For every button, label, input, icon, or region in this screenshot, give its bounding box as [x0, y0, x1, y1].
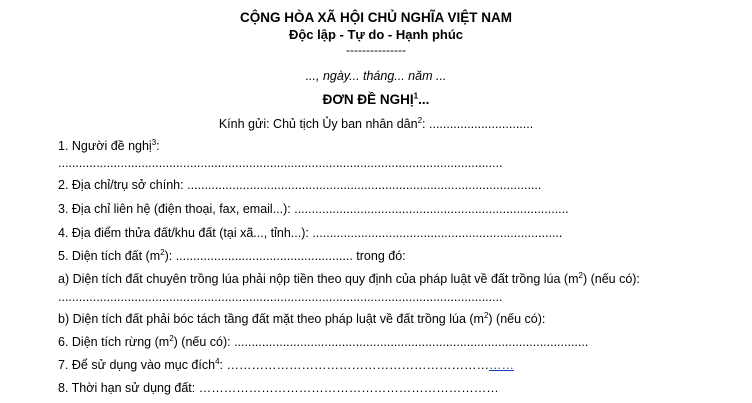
field-fill-link[interactable]: …… — [488, 358, 514, 372]
footnote-ref: 3 — [151, 137, 157, 147]
field-label: 4. Địa điểm thửa đất/khu đất (tại xã..., tỉnh...): — [58, 226, 313, 240]
field-suffix: ) (nếu có): — [488, 312, 546, 326]
field-usage-purpose — [58, 358, 514, 372]
field-fill[interactable]: ……………………………………………………………… — [198, 381, 499, 395]
unit-superscript: 2 — [483, 310, 489, 320]
field-label: 6. Diện tích rừng (m — [58, 335, 170, 349]
field-label: a) Diện tích đất chuyên trồng lúa phải nộp tiền theo quy định của pháp luật về đất trồng lúa (m — [58, 272, 579, 286]
field-label: 7. Để sử dụng vào mục đích — [58, 358, 216, 372]
field-suffix: ) (nếu có): — [173, 335, 235, 349]
field-fill[interactable]: ...................................................................................................... — [187, 178, 542, 192]
field-topsoil-area — [58, 312, 545, 326]
field-suffix: ) (nếu có): — [582, 272, 640, 286]
field-suffix: : — [219, 358, 227, 372]
field-main-address — [58, 178, 541, 192]
field-forest-area — [58, 335, 588, 349]
field-label: 8. Thời hạn sử dụng đất: — [58, 381, 199, 395]
field-usage-duration — [58, 381, 499, 395]
field-fill[interactable]: ................................................... — [175, 249, 353, 263]
unit-superscript: 2 — [160, 247, 165, 257]
form-title — [0, 92, 752, 107]
addressee-line — [0, 117, 752, 131]
unit-superscript: 2 — [169, 333, 174, 343]
field-suffix: ): — [164, 249, 176, 263]
form-title-footnote: 1 — [413, 91, 419, 101]
field-label: 5. Diện tích đất (m — [58, 249, 161, 263]
field-label: 3. Địa chỉ liên hệ (điện thoại, fax, email...): — [58, 202, 295, 216]
field-fill[interactable]: ……………………………………………………… — [226, 358, 489, 372]
field-fill[interactable]: ........................................................................ — [312, 226, 563, 240]
form-title-text: ĐƠN ĐỀ NGHỊ — [322, 92, 414, 107]
footnote-ref: 4 — [215, 356, 220, 366]
field-applicant — [58, 139, 160, 153]
field-suffix: : — [156, 139, 160, 153]
header-separator: --------------- — [346, 43, 406, 57]
addressee-suffix: : .............................. — [422, 117, 534, 131]
motto: Độc lập - Tự do - Hạnh phúc — [288, 27, 464, 42]
field-label: 1. Người đề nghị — [58, 139, 152, 153]
addressee-prefix: Kính gửi: Chủ tịch Ủy ban nhân dân — [218, 117, 418, 131]
addressee-footnote: 2 — [417, 115, 423, 125]
field-rice-land-fill[interactable]: ................................................................................................................................ — [58, 290, 503, 304]
field-fill[interactable]: ............................................................................... — [294, 202, 569, 216]
field-rice-land-area — [58, 272, 640, 286]
field-label: 2. Địa chỉ/trụ sở chính: — [58, 178, 188, 192]
date-line: ..., ngày... tháng... năm ... — [305, 69, 447, 83]
field-applicant-fill[interactable]: ................................................................................................................................ — [58, 156, 503, 170]
field-fill[interactable]: ...................................................................................................... — [234, 335, 589, 349]
form-title-suffix: ... — [418, 92, 430, 107]
national-title: CỘNG HÒA XÃ HỘI CHỦ NGHĨA VIỆT NAM — [239, 10, 512, 25]
field-land-area — [58, 249, 406, 263]
field-after: trong đó: — [352, 249, 406, 263]
field-land-location — [58, 226, 562, 240]
field-label: b) Diện tích đất phải bóc tách tầng đất mặt theo pháp luật về đất trồng lúa (m — [58, 312, 484, 326]
field-contact-address — [58, 202, 569, 216]
unit-superscript: 2 — [578, 270, 583, 280]
